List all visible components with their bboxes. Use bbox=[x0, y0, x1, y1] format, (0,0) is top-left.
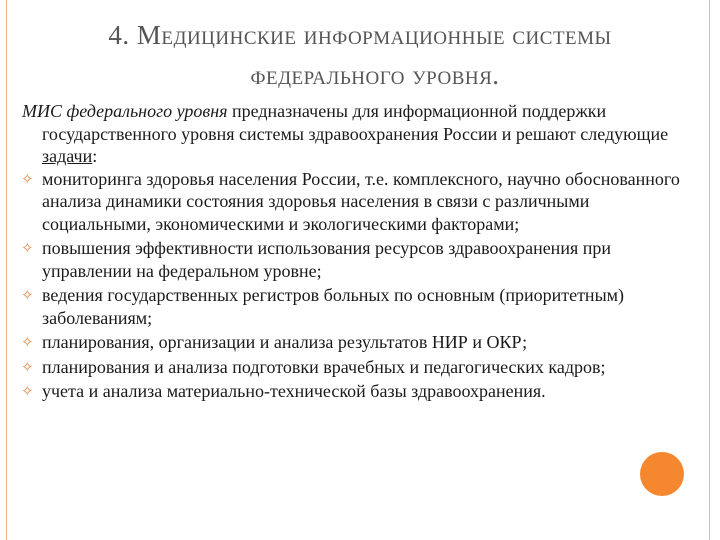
list-item bbox=[22, 356, 696, 379]
diamond-star-icon: ✧ bbox=[21, 239, 34, 257]
diamond-star-icon: ✧ bbox=[21, 382, 34, 400]
diamond-star-icon: ✧ bbox=[21, 357, 34, 376]
intro-text: предназначены для информационной поддержки государственного уровня системы здравоохранения России и решают следующие bbox=[42, 101, 669, 144]
title-line-1: 4. Медицинские информационные системы bbox=[108, 20, 612, 50]
list-item-text: мониторинга здоровья населения России, т.е. комплексного, научно обоснованного анализа динамики состояния здоровья населения в связи с различными социальными, экономическими и экологическими факторами; bbox=[42, 168, 680, 234]
intro-underlined: задачи bbox=[42, 146, 93, 166]
intro-lead: МИС федерального уровня bbox=[22, 101, 228, 121]
list-item-text: планирования и анализа подготовки врачебных и педагогических кадров; bbox=[42, 356, 606, 377]
list-item-text: ведения государственных регистров больных по основным (приоритетным) заболеваниям; bbox=[42, 285, 625, 328]
list-item bbox=[22, 237, 696, 282]
list-item bbox=[22, 331, 696, 354]
list-item bbox=[22, 380, 696, 403]
decorative-orange-circle bbox=[640, 452, 684, 496]
list-item bbox=[22, 284, 696, 329]
intro-paragraph bbox=[22, 100, 696, 168]
diamond-star-icon: ✧ bbox=[21, 169, 34, 188]
diamond-star-icon: ✧ bbox=[21, 286, 34, 304]
list-item-text: повышения эффективности использования ресурсов здравоохранения при управлении на федеральном уровне; bbox=[42, 238, 611, 281]
diamond-star-icon: ✧ bbox=[21, 333, 34, 351]
intro-end: : bbox=[92, 146, 98, 166]
list-item bbox=[22, 168, 696, 236]
list-item-text: планирования, организации и анализа результатов НИР и ОКР; bbox=[42, 332, 528, 352]
list-item-text: учета и анализа материально-технической базы здравоохранения. bbox=[42, 381, 546, 401]
title-line-2: федерального уровня. bbox=[250, 60, 500, 90]
slide-title bbox=[0, 18, 720, 92]
slide-body bbox=[22, 100, 696, 405]
task-list bbox=[22, 168, 696, 403]
